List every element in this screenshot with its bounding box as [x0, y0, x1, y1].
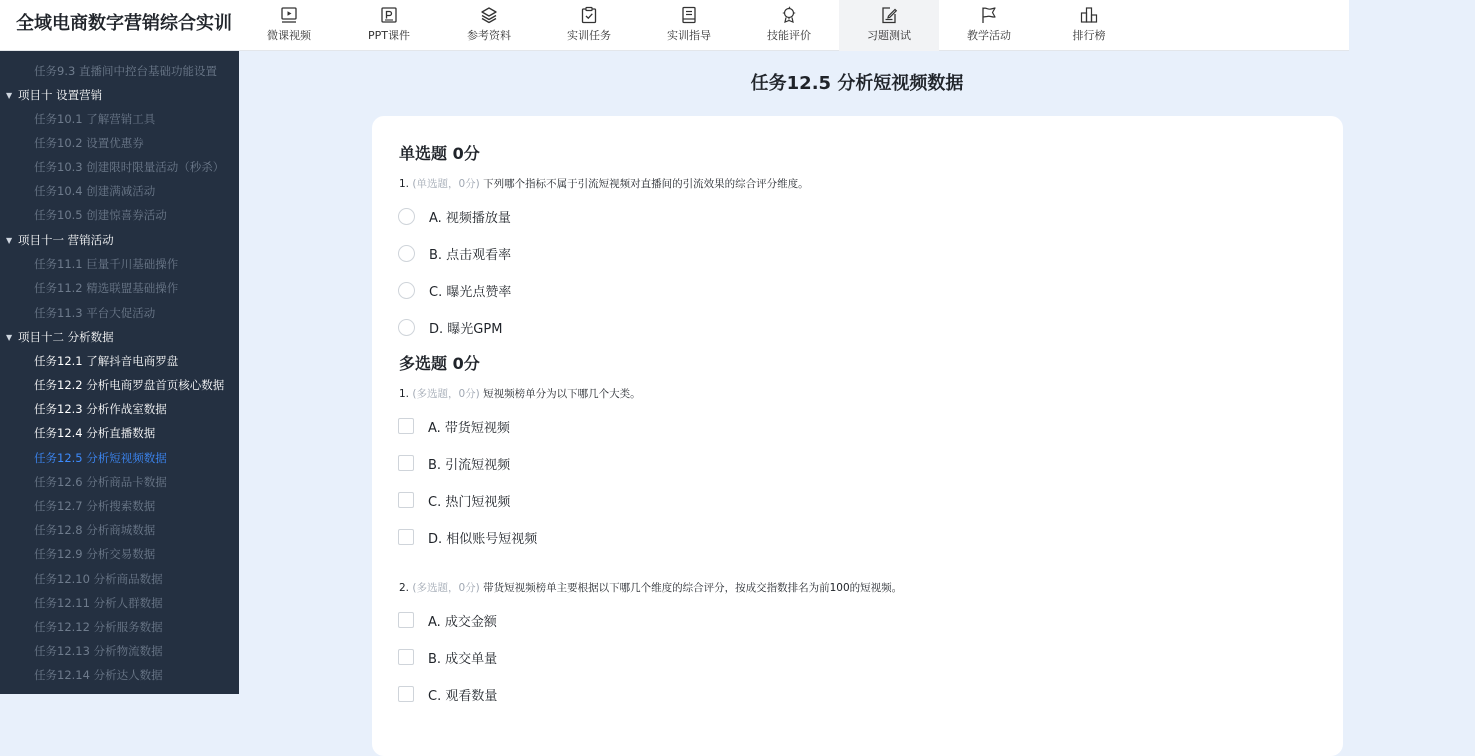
option-label: C. 曝光点赞率: [429, 284, 512, 300]
nav-label: PPT课件: [368, 29, 410, 42]
option-checkbox[interactable]: [398, 527, 537, 547]
radio-button[interactable]: [398, 319, 415, 336]
option-checkbox[interactable]: [398, 647, 497, 667]
sidebar-item-label: 项目十二 分析数据: [18, 330, 114, 344]
play-video-icon: [279, 5, 299, 25]
option-label: A. 带货短视频: [428, 420, 510, 436]
sidebar-item-label: 任务10.3 创建限时限量活动（秒杀）: [34, 160, 225, 174]
sidebar-item-label: 任务9.3 直播间中控台基础功能设置: [34, 64, 217, 78]
option-radio[interactable]: [398, 206, 511, 226]
nav-label: 实训指导: [667, 29, 711, 42]
checkbox[interactable]: [398, 529, 414, 545]
caret-down-icon: ▼: [6, 236, 13, 245]
option-label: A. 视频播放量: [429, 210, 511, 226]
checkbox[interactable]: [398, 686, 414, 702]
sidebar-item-task-12-7[interactable]: [0, 494, 239, 518]
sidebar-item-label: 任务12.6 分析商品卡数据: [34, 475, 167, 489]
nav-item-micro-video[interactable]: [239, 0, 339, 51]
sidebar-item-task-12-3[interactable]: [0, 397, 239, 421]
sidebar-item-label: 任务11.1 巨量千川基础操作: [34, 257, 179, 271]
sidebar-item-label: 项目十一 营销活动: [18, 233, 114, 247]
question-type-tag: (多选题，0分): [412, 388, 480, 400]
sidebar-item-label: 任务12.8 分析商城数据: [34, 523, 156, 537]
sidebar-item-task-11-2[interactable]: [0, 276, 239, 300]
radio-button[interactable]: [398, 282, 415, 299]
sidebar-item-task-12-13[interactable]: [0, 639, 239, 663]
layers-icon: [479, 5, 499, 25]
option-label: C. 热门短视频: [428, 494, 511, 510]
option-checkbox[interactable]: [398, 610, 497, 630]
sidebar-item-task-11-3[interactable]: [0, 301, 239, 325]
option-label: A. 成交金额: [428, 614, 497, 630]
clipboard-check-icon: [579, 5, 599, 25]
sidebar-item-label: 任务10.4 创建满减活动: [34, 184, 156, 198]
sidebar-item-label: 任务10.5 创建惊喜券活动: [34, 208, 167, 222]
sidebar-item-task-12-6[interactable]: [0, 470, 239, 494]
nav-item-training-guide[interactable]: [639, 0, 739, 51]
sidebar-item-label: 任务12.9 分析交易数据: [34, 547, 156, 561]
question-number: 2.: [399, 582, 410, 594]
sidebar-item-label: 任务12.11 分析人群数据: [34, 596, 163, 610]
nav-item-references[interactable]: [439, 0, 539, 51]
option-radio[interactable]: [398, 317, 502, 337]
sidebar-item-task-12-12[interactable]: [0, 615, 239, 639]
sidebar-item-task-10-1[interactable]: [0, 107, 239, 131]
sidebar-item-task-12-1[interactable]: [0, 349, 239, 373]
caret-down-icon: ▼: [6, 91, 13, 100]
question-number: 1.: [399, 388, 410, 400]
nav-label: 微课视频: [267, 29, 311, 42]
sidebar-item-task-12-10[interactable]: [0, 567, 239, 591]
sidebar-item-task-12-9[interactable]: [0, 542, 239, 566]
sidebar-item-label: 任务12.2 分析电商罗盘首页核心数据: [34, 378, 225, 392]
option-checkbox[interactable]: [398, 416, 510, 436]
sidebar-item-label: 任务12.10 分析商品数据: [34, 572, 163, 586]
sidebar-item-task-10-4[interactable]: [0, 179, 239, 203]
sidebar-item-task-12-8[interactable]: [0, 518, 239, 542]
ppt-icon: [379, 5, 399, 25]
sidebar-item-task-12-5[interactable]: [0, 446, 239, 470]
quiz-card: [372, 116, 1343, 756]
sidebar-item-task-10-3[interactable]: [0, 155, 239, 179]
nav-label: 参考资料: [467, 29, 511, 42]
sidebar-item-label: 任务12.1 了解抖音电商罗盘: [34, 354, 179, 368]
sidebar-item-task-12-14[interactable]: [0, 663, 239, 687]
checkbox[interactable]: [398, 455, 414, 471]
sidebar-item-task-9-3[interactable]: [0, 59, 239, 83]
app-title: 全域电商数字营销综合实训: [16, 13, 232, 34]
option-radio[interactable]: [398, 280, 511, 300]
sidebar-group-project-11[interactable]: [0, 228, 239, 252]
sidebar-item-task-12-2[interactable]: [0, 373, 239, 397]
nav-item-leaderboard[interactable]: [1039, 0, 1139, 51]
flag-icon: [979, 5, 999, 25]
question-text: 下列哪个指标不属于引流短视频对直播间的引流效果的综合评分维度。: [483, 178, 809, 190]
question-stem: [399, 580, 902, 595]
nav-label: 教学活动: [967, 29, 1011, 42]
sidebar-item-task-10-2[interactable]: [0, 131, 239, 155]
exam-edit-icon: [879, 5, 899, 25]
question-text: 带货短视频榜单主要根据以下哪几个维度的综合评分，按成交指数排名为前100的短视频。: [483, 582, 903, 594]
top-nav: [239, 0, 1139, 51]
nav-item-training-tasks[interactable]: [539, 0, 639, 51]
question-type-tag: (单选题，0分): [412, 178, 480, 190]
checkbox[interactable]: [398, 418, 414, 434]
option-label: C. 观看数量: [428, 688, 498, 704]
sidebar-item-label: 任务12.4 分析直播数据: [34, 426, 156, 440]
option-label: B. 点击观看率: [429, 247, 512, 263]
single-choice-heading: 单选题 0分: [399, 144, 480, 163]
medal-icon: [779, 5, 799, 25]
question-stem: [399, 176, 809, 191]
option-checkbox[interactable]: [398, 453, 510, 473]
option-label: B. 成交单量: [428, 651, 498, 667]
sidebar-item-label: 任务10.2 设置优惠券: [34, 136, 144, 150]
sidebar-item-label: 任务12.13 分析物流数据: [34, 644, 163, 658]
sidebar-group-project-10[interactable]: [0, 83, 239, 107]
sidebar-item-label: 任务12.5 分析短视频数据: [34, 451, 167, 465]
sidebar-item-label: 任务12.3 分析作战室数据: [34, 402, 167, 416]
nav-label: 实训任务: [567, 29, 611, 42]
sidebar-group-project-12[interactable]: [0, 325, 239, 349]
sidebar-item-label: 任务12.14 分析达人数据: [34, 668, 163, 682]
question-text: 短视频榜单分为以下哪几个大类。: [483, 388, 641, 400]
question-stem: [399, 386, 641, 401]
guide-book-icon: [679, 5, 699, 25]
sidebar-item-label: 任务12.12 分析服务数据: [34, 620, 163, 634]
ranking-icon: [1079, 5, 1099, 25]
nav-item-skill-evaluation[interactable]: [739, 0, 839, 51]
main-content: [239, 51, 1349, 704]
course-sidebar: [0, 51, 239, 694]
sidebar-item-task-11-1[interactable]: [0, 252, 239, 276]
nav-item-exercise-test[interactable]: [839, 0, 939, 51]
multi-choice-heading: 多选题 0分: [399, 354, 480, 373]
nav-item-ppt[interactable]: [339, 0, 439, 51]
nav-label: 技能评价: [767, 29, 811, 42]
sidebar-item-label: 任务12.7 分析搜索数据: [34, 499, 156, 513]
question-number: 1.: [399, 178, 410, 190]
radio-button[interactable]: [398, 208, 415, 225]
sidebar-item-label: 任务10.1 了解营销工具: [34, 112, 156, 126]
caret-down-icon: ▼: [6, 333, 13, 342]
option-label: B. 引流短视频: [428, 457, 511, 473]
sidebar-item-task-12-4[interactable]: [0, 421, 239, 445]
option-checkbox[interactable]: [398, 490, 510, 510]
option-checkbox[interactable]: [398, 684, 497, 704]
checkbox[interactable]: [398, 492, 414, 508]
sidebar-item-task-10-5[interactable]: [0, 203, 239, 227]
page-title: 任务12.5 分析短视频数据: [750, 73, 964, 94]
top-header: [0, 0, 1349, 51]
option-label: D. 相似账号短视频: [428, 531, 538, 547]
option-radio[interactable]: [398, 243, 511, 263]
radio-button[interactable]: [398, 245, 415, 262]
question-type-tag: (多选题，0分): [412, 582, 480, 594]
nav-item-teaching-activities[interactable]: [939, 0, 1039, 51]
sidebar-item-label: 任务11.2 精选联盟基础操作: [34, 281, 179, 295]
sidebar-item-label: 任务11.3 平台大促活动: [34, 306, 156, 320]
nav-label: 习题测试: [867, 29, 911, 42]
checkbox[interactable]: [398, 612, 414, 628]
nav-label: 排行榜: [1072, 29, 1106, 42]
sidebar-item-task-12-11[interactable]: [0, 591, 239, 615]
sidebar-item-label: 项目十 设置营销: [18, 88, 103, 102]
checkbox[interactable]: [398, 649, 414, 665]
option-label: D. 曝光GPM: [429, 321, 503, 337]
